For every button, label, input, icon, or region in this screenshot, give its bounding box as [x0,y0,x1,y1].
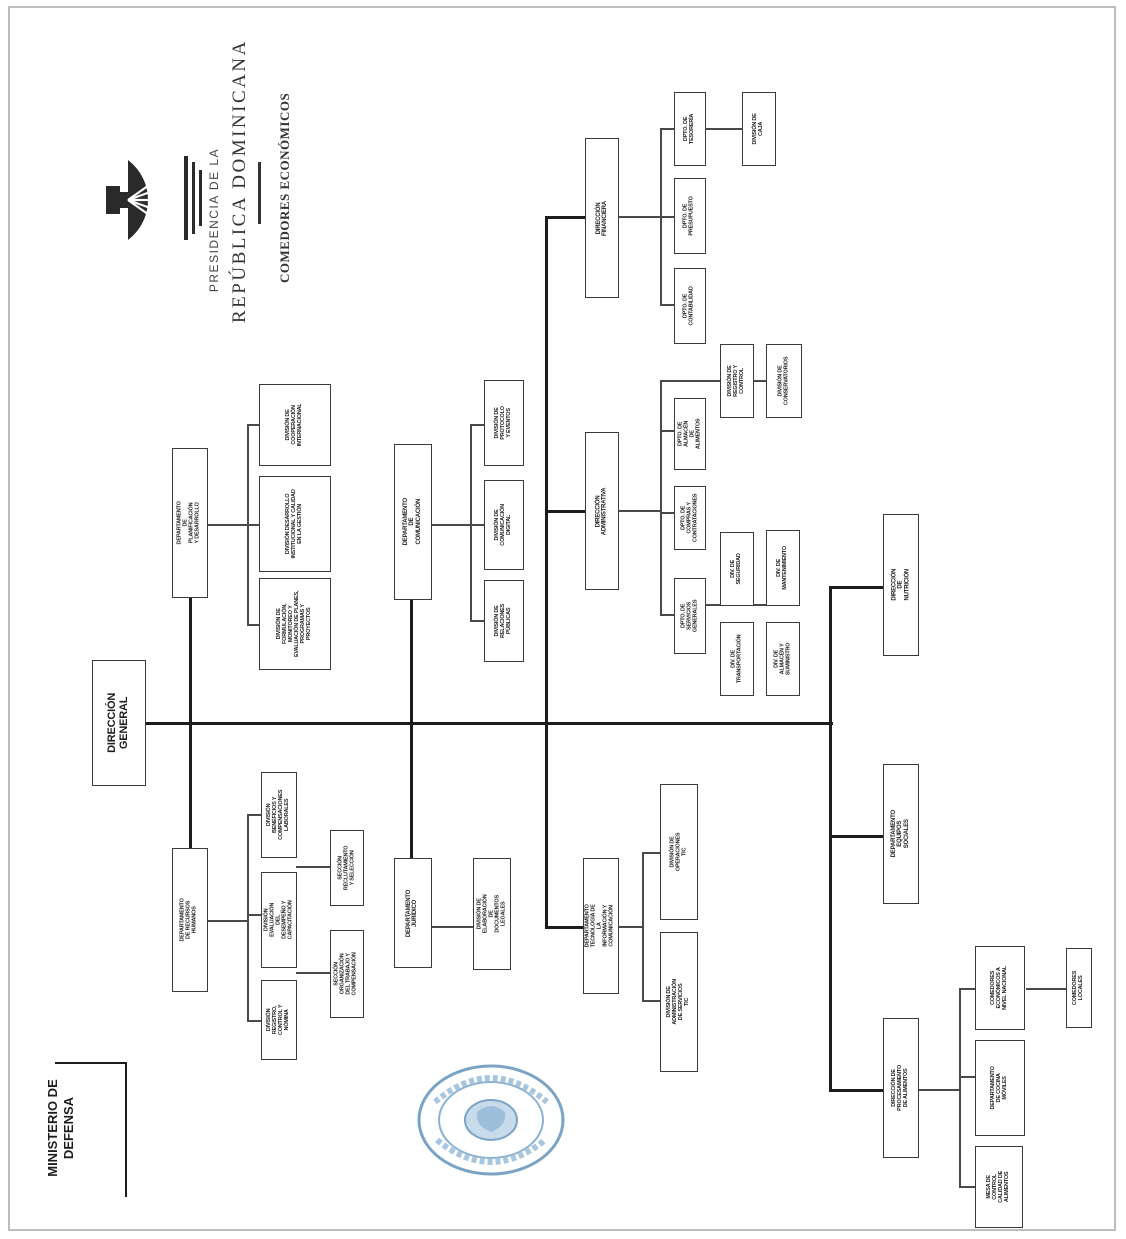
connector-tic-div2 [642,1000,660,1002]
connector-tic-vert [642,852,644,1000]
ministry-label: MINISTERIO DE DEFENSA [45,1079,76,1177]
connector-tic-divs [619,926,643,928]
connector-juridico-div [431,926,473,928]
connector-nutricion-branch [829,586,883,589]
node-dir-financiera[interactable]: DIRECCIÓN FINANCIERA [585,138,619,298]
connector-administrativa-vert [660,380,662,614]
node-dept-equipos-sociales[interactable]: DEPARTAMENTO EQUIPOS SOCIALES [883,764,919,904]
header-comedores: COMEDORES ECONÓMICOS [277,92,292,283]
node-dir-administrativa[interactable]: DIRECCIÓN ADMINISTRATIVA [585,432,619,590]
node-dept-planificacion[interactable]: DEPARTAMENTO DE PLANIFICACIÓN Y DESARROLLO [172,448,208,598]
node-div-protocolo[interactable]: DIVISIÓN DE PROTOCOLO Y EVENTOS [484,380,524,466]
node-div-registro-control[interactable]: DIVISIÓN DE REGISTRO Y CONTROL [720,344,754,418]
connector-financiera-trunk [545,216,548,928]
connector-adm-div2 [660,512,674,514]
connector-proc-div2 [959,1076,975,1078]
connector-com-div1 [470,620,484,622]
node-div-admin-servicios[interactable]: DIVISIÓN DE ADMINISTRACIÓN DE SERVICIOS TIC [660,932,698,1072]
node-dept-juridico[interactable]: DEPARTAMENTO JURÍDICO [394,858,432,968]
connector-financiera-divs [619,216,661,218]
node-div-mantenimiento[interactable]: DIV. DE MANTENIMIENTO [766,530,800,606]
node-dpto-servicios-generales[interactable]: DPTO. DE SERVICIOS GENERALES [674,578,706,654]
connector-rrhh-div3 [247,1020,261,1022]
connector-adm-div1 [660,614,674,616]
header-divider [258,162,261,224]
header-presidencia: PRESIDENCIA DE LA [207,147,221,293]
node-sec-reclutamiento[interactable]: SECCIÓN RECLUTAMIENTO Y SELECCIÓN [330,830,364,906]
node-dpto-compras[interactable]: DPTO. DE COMPRAS Y CONTRATACIONES [674,486,706,550]
connector-tic-div1 [642,852,660,854]
connector-proc-div3 [959,1186,975,1188]
node-div-registro[interactable]: DIVISIÓN REGISTRO, CONTROL Y NÓMINA [261,980,297,1060]
node-direccion-general[interactable]: DIRECCIÓN GENERAL [92,660,146,786]
presidential-emblem-icon [100,148,210,248]
node-dpto-contabilidad[interactable]: DPTO. DE CONTABILIDAD [674,268,706,344]
main-horizontal-connector [146,722,833,725]
node-div-seguridad[interactable]: DIV. DE SEGURIDAD [720,532,754,606]
node-dpto-almacen[interactable]: DPTO. DE ALMACÉN DE ALIMENTOS [674,398,706,470]
node-div-desarrollo[interactable]: DIVISIÓN DESARROLLO INSTITUCIONAL Y CALIDAD EN LA GESTIÓN [259,476,331,572]
connector-comunicacion-divs [431,524,471,526]
node-div-com-digital[interactable]: DIVISIÓN DE COMUNICACIÓN DIGITAL [484,480,524,570]
connector-rrhh-vert [247,814,249,1020]
connector-proc-div1 [959,988,975,990]
node-div-relaciones[interactable]: DIVISIÓN DE RELACIONES PÚBLICAS [484,580,524,662]
connector-rrhh-divs [208,920,248,922]
node-division-caja[interactable]: DIVISIÓN DE CAJA [742,92,776,166]
node-div-conservatorios[interactable]: DIVISIÓN DE CONSERVATORIOS [766,344,802,418]
connector-procesamiento-divs [918,1089,960,1091]
node-div-elaboracion[interactable]: DIVISIÓN DE ELABORACIÓN DE DOCUMENTOS LEGALES [473,858,511,970]
connector-administrativa-branch [545,510,587,513]
connector-rrhh-sections [296,866,330,868]
node-dpto-presupuesto[interactable]: DPTO. DE PRESUPUESTO [674,178,706,254]
connector-plan-div2 [247,524,259,526]
connector-tic-branch [545,926,585,929]
connector-procesamiento-vert [959,988,961,1188]
node-div-formulacion[interactable]: DIVISIÓN DE FORMULACIÓN, MONITOREO Y EVALUACIÓN DE PLANES, PROGRAMAS Y PROYECTOS [259,578,331,670]
connector-procesamiento-branch [829,1089,883,1092]
node-comedores-local[interactable]: COMEDORES LOCALES [1066,948,1092,1028]
connector-plan-div3 [247,424,259,426]
node-dept-cocina[interactable]: DEPARTAMENTO DE COCINA MÓVILES [975,1040,1025,1136]
connector-planificacion-rrhh [189,598,192,854]
connector-com-div3 [470,424,484,426]
connector-rrhh-div2 [247,914,261,916]
connector-fin-div3 [660,304,674,306]
connector-fin-div2 [660,216,674,218]
node-dept-tic[interactable]: DEPARTAMENTO TECNOLOGÍA DE LA INFORMACIÓN Y COMUNICACIÓN [583,858,619,994]
connector-financiera-branch [545,216,587,219]
connector-comunicacion-juridico [410,598,413,860]
institutional-seal-icon [415,1062,567,1178]
node-dir-nutricion[interactable]: DIRECCIÓN DE NUTRICIÓN [883,514,919,656]
header-republica: REPÚBLICA DOMINICANA [229,39,250,323]
connector-com-div2 [470,524,484,526]
node-sec-organizacion[interactable]: SECCIÓN ORGANIZACIÓN DEL TRABAJO Y COMPENSACIÓN [330,930,364,1018]
connector-comunicacion-vert [470,424,472,620]
connector-tesoreria-caja [706,128,742,130]
node-dpto-tesoreria[interactable]: DPTO. DE TESORERÍA [674,92,706,166]
node-div-beneficios[interactable]: DIVISIÓN BENEFICIOS Y COMPENSACIONES LABORALES [261,772,297,858]
connector-adm-div3 [660,430,674,432]
node-div-cooperacion[interactable]: DIVISIÓN DE COOPERACIÓN INTERNACIONAL [259,384,331,466]
node-div-evaluacion[interactable]: DIVISIÓN EVALUACIÓN DEL DESEMPEÑO Y CAPACITACIÓN [261,872,297,968]
node-dir-procesamiento[interactable]: DIRECCIÓN DE PROCESAMIENTO DE ALIMENTOS [883,1018,919,1158]
connector-plan-div1 [247,624,259,626]
connector-comedores-local [1026,988,1066,990]
node-dept-rrhh[interactable]: DEPARTAMENTO DE RECURSOS HUMANOS [172,848,208,992]
connector-right-trunk [829,586,832,1091]
connector-planificacion-divs [208,524,248,526]
node-div-almacen-suministro[interactable]: DIV. DE ALMACÉN Y SUMINISTRO [766,622,800,696]
connector-equipos-branch [829,835,883,838]
node-div-operaciones[interactable]: DIVISIÓN DE OPERACIONES TIC [660,784,698,920]
node-dept-comunicacion[interactable]: DEPARTAMENTO DE COMUNICACIÓN [394,444,432,600]
node-comedores-nacional[interactable]: COMEDORES ECONÓMICOS A NIVEL NACIONAL [975,946,1025,1030]
node-div-transportacion[interactable]: DIV. DE TRANSPORTACIÓN [720,622,754,696]
connector-fin-div1 [660,128,674,130]
connector-administrativa-divs [619,510,661,512]
node-mesa-control[interactable]: MESA DE CONTROL CALIDAD DE ALIMENTOS [975,1146,1023,1228]
connector-rrhh-div1 [247,814,261,816]
connector-rrhh-sections2 [296,972,330,974]
